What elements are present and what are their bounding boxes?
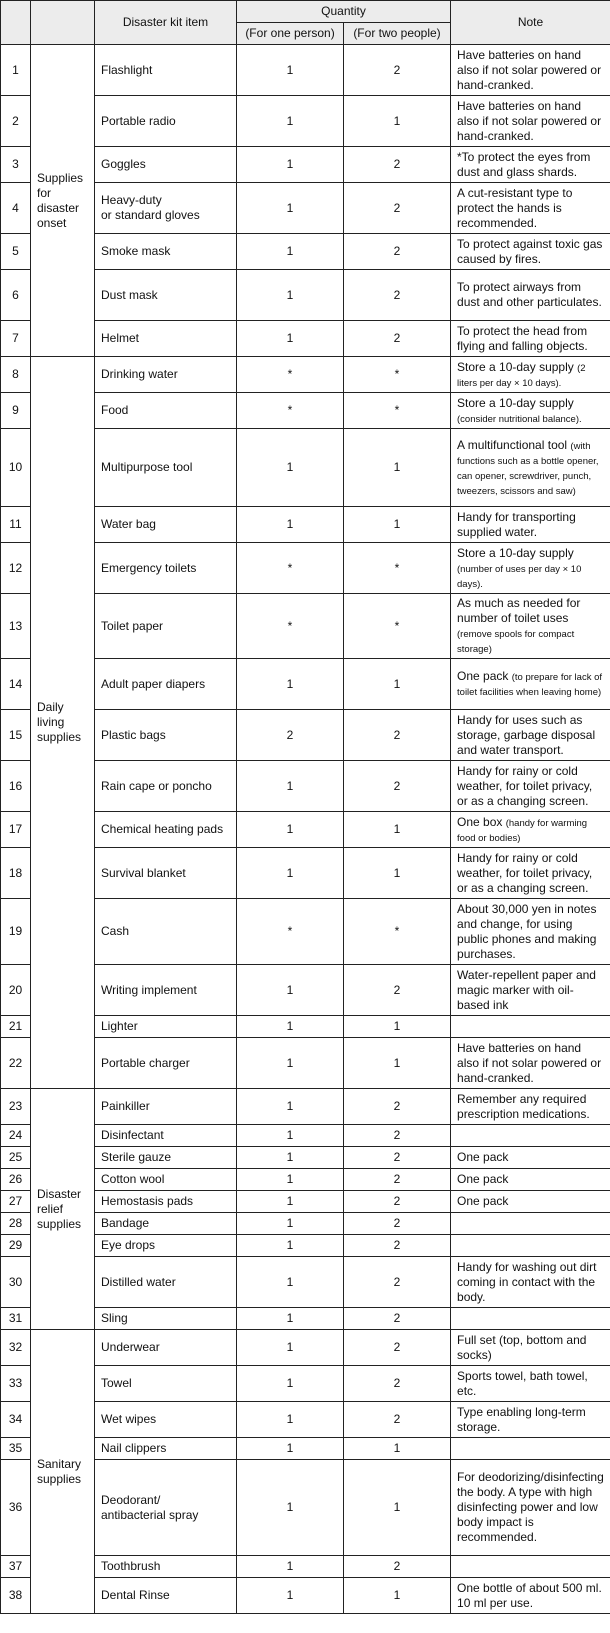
quantity-two-people: *	[344, 543, 451, 594]
header-category-cell	[31, 1, 95, 45]
row-number: 27	[1, 1191, 31, 1213]
quantity-two-people: 1	[344, 1460, 451, 1556]
row-number: 11	[1, 507, 31, 543]
quantity-two-people: 2	[344, 1191, 451, 1213]
note-text: Have batteries on hand also if not solar powered or hand-cranked.	[457, 98, 602, 143]
quantity-one-person: 1	[237, 1235, 344, 1257]
row-number: 22	[1, 1038, 31, 1089]
item-name: Smoke mask	[95, 234, 237, 270]
row-number: 29	[1, 1235, 31, 1257]
row-number: 5	[1, 234, 31, 270]
note-cell	[451, 1366, 610, 1402]
quantity-two-people: 1	[344, 1578, 451, 1614]
category-label: Supplies for disaster onset	[31, 45, 95, 357]
item-name: Flashlight	[95, 45, 237, 96]
note-text: To protect the head from flying and falling objects.	[457, 323, 588, 353]
quantity-one-person: 1	[237, 1366, 344, 1402]
note-text: Handy for rainy or cold weather, for toilet privacy, or as a changing screen.	[457, 763, 593, 808]
quantity-two-people: *	[344, 594, 451, 659]
item-name: Adult paper diapers	[95, 659, 237, 710]
item-name: Rain cape or poncho	[95, 761, 237, 812]
quantity-one-person: 1	[237, 321, 344, 357]
item-name: Chemical heating pads	[95, 812, 237, 848]
note-text: About 30,000 yen in notes and change, for using public phones and making purchases.	[457, 901, 597, 961]
note-cell	[451, 1438, 610, 1460]
note-cell	[451, 710, 610, 761]
item-name: Portable radio	[95, 96, 237, 147]
row-number: 2	[1, 96, 31, 147]
row-number: 19	[1, 899, 31, 965]
quantity-one-person: *	[237, 543, 344, 594]
note-text: Store a 10-day supply	[457, 395, 574, 410]
item-name: Sterile gauze	[95, 1147, 237, 1169]
row-number: 18	[1, 848, 31, 899]
note-cell	[451, 659, 610, 710]
note-cell	[451, 1308, 610, 1330]
quantity-one-person: 1	[237, 270, 344, 321]
quantity-two-people: 1	[344, 507, 451, 543]
item-name: Writing implement	[95, 965, 237, 1016]
note-cell	[451, 848, 610, 899]
item-name: Hemostasis pads	[95, 1191, 237, 1213]
row-number: 9	[1, 393, 31, 429]
quantity-one-person: 1	[237, 234, 344, 270]
quantity-two-people: 2	[344, 1213, 451, 1235]
quantity-two-people: 1	[344, 1016, 451, 1038]
table-row	[1, 45, 610, 96]
note-text: One bottle of about 500 ml. 10 ml per use.	[457, 1580, 602, 1610]
row-number: 16	[1, 761, 31, 812]
quantity-one-person: 1	[237, 1125, 344, 1147]
quantity-one-person: 1	[237, 1257, 344, 1308]
quantity-one-person: 1	[237, 1147, 344, 1169]
header-number-cell	[1, 1, 31, 45]
quantity-one-person: 1	[237, 1330, 344, 1366]
row-number: 7	[1, 321, 31, 357]
item-name: Dust mask	[95, 270, 237, 321]
note-cell	[451, 1038, 610, 1089]
row-number: 23	[1, 1089, 31, 1125]
note-cell	[451, 357, 610, 393]
row-number: 13	[1, 594, 31, 659]
note-text: Store a 10-day supply	[457, 359, 578, 374]
note-text: Handy for rainy or cold weather, for toilet privacy, or as a changing screen.	[457, 850, 593, 895]
note-text: Full set (top, bottom and socks)	[457, 1332, 587, 1362]
header-item: Disaster kit item	[95, 1, 237, 45]
row-number: 38	[1, 1578, 31, 1614]
quantity-one-person: *	[237, 899, 344, 965]
quantity-one-person: 1	[237, 429, 344, 507]
note-cell	[451, 45, 610, 96]
quantity-one-person: 1	[237, 1213, 344, 1235]
item-name: Underwear	[95, 1330, 237, 1366]
table-row	[1, 1089, 610, 1125]
quantity-two-people: 2	[344, 710, 451, 761]
item-name: Lighter	[95, 1016, 237, 1038]
row-number: 33	[1, 1366, 31, 1402]
header-row	[1, 1, 610, 23]
note-cell	[451, 1169, 610, 1191]
note-detail: (with functions such as a bottle opener, can opener, screwdriver, punch, tweezers, scissors and saw)	[457, 440, 599, 497]
note-cell	[451, 1556, 610, 1578]
note-cell	[451, 1191, 610, 1213]
item-name: Distilled water	[95, 1257, 237, 1308]
quantity-two-people: 2	[344, 1169, 451, 1191]
row-number: 1	[1, 45, 31, 96]
quantity-two-people: 2	[344, 321, 451, 357]
quantity-one-person: 1	[237, 1438, 344, 1460]
quantity-two-people: 2	[344, 234, 451, 270]
quantity-two-people: 2	[344, 1089, 451, 1125]
note-cell	[451, 1257, 610, 1308]
quantity-two-people: 2	[344, 1257, 451, 1308]
item-name: Drinking water	[95, 357, 237, 393]
quantity-one-person: 1	[237, 1016, 344, 1038]
note-cell	[451, 965, 610, 1016]
item-name: Plastic bags	[95, 710, 237, 761]
row-number: 34	[1, 1402, 31, 1438]
item-name: Towel	[95, 1366, 237, 1402]
note-cell	[451, 899, 610, 965]
quantity-two-people: 2	[344, 1235, 451, 1257]
note-text: Have batteries on hand also if not solar powered or hand-cranked.	[457, 47, 602, 92]
row-number: 35	[1, 1438, 31, 1460]
category-label: Disaster relief supplies	[31, 1089, 95, 1330]
quantity-two-people: 2	[344, 1147, 451, 1169]
note-detail: (number of uses per day × 10 days).	[457, 563, 582, 590]
note-text: *To protect the eyes from dust and glass shards.	[457, 149, 591, 179]
note-text: To protect against toxic gas caused by fires.	[457, 236, 603, 266]
item-name: Water bag	[95, 507, 237, 543]
quantity-two-people: 2	[344, 1402, 451, 1438]
quantity-one-person: 1	[237, 965, 344, 1016]
header-quantity: Quantity	[237, 1, 451, 23]
quantity-one-person: 1	[237, 1556, 344, 1578]
note-cell	[451, 270, 610, 321]
quantity-two-people: 2	[344, 45, 451, 96]
note-text: Remember any required prescription medications.	[457, 1091, 590, 1121]
note-text: One pack	[457, 1172, 509, 1186]
note-detail: (2 liters per day × 10 days).	[457, 362, 586, 389]
note-cell	[451, 1147, 610, 1169]
item-name: Wet wipes	[95, 1402, 237, 1438]
note-text: To protect airways from dust and other particulates.	[457, 280, 602, 309]
note-cell	[451, 543, 610, 594]
item-name: Toilet paper	[95, 594, 237, 659]
row-number: 21	[1, 1016, 31, 1038]
quantity-one-person: 1	[237, 1308, 344, 1330]
row-number: 32	[1, 1330, 31, 1366]
note-cell	[451, 147, 610, 183]
note-cell	[451, 812, 610, 848]
header-note: Note	[451, 1, 610, 45]
note-cell	[451, 1089, 610, 1125]
note-cell	[451, 96, 610, 147]
quantity-two-people: 2	[344, 183, 451, 234]
quantity-one-person: 1	[237, 147, 344, 183]
note-detail: (remove spools for compact storage)	[457, 629, 575, 655]
item-name: Nail clippers	[95, 1438, 237, 1460]
row-number: 37	[1, 1556, 31, 1578]
header-two-people: (For two people)	[344, 23, 451, 45]
quantity-two-people: *	[344, 357, 451, 393]
table-body	[1, 45, 610, 1614]
quantity-one-person: 1	[237, 761, 344, 812]
row-number: 36	[1, 1460, 31, 1556]
table-row	[1, 357, 610, 393]
item-name: Survival blanket	[95, 848, 237, 899]
quantity-two-people: *	[344, 899, 451, 965]
row-number: 25	[1, 1147, 31, 1169]
row-number: 20	[1, 965, 31, 1016]
row-number: 15	[1, 710, 31, 761]
quantity-one-person: 1	[237, 1402, 344, 1438]
quantity-one-person: 1	[237, 1169, 344, 1191]
row-number: 4	[1, 183, 31, 234]
item-name: Bandage	[95, 1213, 237, 1235]
quantity-two-people: 1	[344, 812, 451, 848]
note-cell	[451, 429, 610, 507]
note-cell	[451, 761, 610, 812]
note-text: Store a 10-day supply	[457, 545, 574, 560]
quantity-one-person: *	[237, 393, 344, 429]
item-name: Portable charger	[95, 1038, 237, 1089]
quantity-two-people: 2	[344, 965, 451, 1016]
quantity-one-person: 1	[237, 507, 344, 543]
item-name: Goggles	[95, 147, 237, 183]
item-name: Cotton wool	[95, 1169, 237, 1191]
note-detail: (consider nutritional balance).	[457, 413, 582, 425]
quantity-two-people: 2	[344, 147, 451, 183]
note-cell	[451, 1402, 610, 1438]
note-text: Type enabling long-term storage.	[457, 1404, 586, 1434]
note-cell	[451, 1330, 610, 1366]
note-text: Have batteries on hand also if not solar powered or hand-cranked.	[457, 1040, 602, 1085]
quantity-one-person: 1	[237, 1460, 344, 1556]
item-name: Toothbrush	[95, 1556, 237, 1578]
row-number: 10	[1, 429, 31, 507]
quantity-two-people: 1	[344, 1438, 451, 1460]
note-text: A cut-resistant type to protect the hands is recommended.	[457, 185, 573, 230]
note-cell	[451, 1016, 610, 1038]
item-name: Dental Rinse	[95, 1578, 237, 1614]
row-number: 8	[1, 357, 31, 393]
quantity-two-people: 1	[344, 848, 451, 899]
note-cell	[451, 1213, 610, 1235]
row-number: 6	[1, 270, 31, 321]
quantity-one-person: 1	[237, 812, 344, 848]
note-detail: (to prepare for lack of toilet facilities when leaving home)	[457, 672, 603, 698]
quantity-one-person: 1	[237, 659, 344, 710]
row-number: 14	[1, 659, 31, 710]
quantity-two-people: 2	[344, 1366, 451, 1402]
note-cell	[451, 183, 610, 234]
quantity-one-person: 1	[237, 1038, 344, 1089]
item-name: Eye drops	[95, 1235, 237, 1257]
category-label: Daily living supplies	[31, 357, 95, 1089]
item-name: Helmet	[95, 321, 237, 357]
quantity-one-person: 1	[237, 1578, 344, 1614]
row-number: 28	[1, 1213, 31, 1235]
note-cell	[451, 507, 610, 543]
quantity-two-people: 2	[344, 761, 451, 812]
row-number: 30	[1, 1257, 31, 1308]
quantity-two-people: 2	[344, 1125, 451, 1147]
item-name: Cash	[95, 899, 237, 965]
quantity-one-person: 1	[237, 45, 344, 96]
note-text: One box	[457, 814, 506, 829]
note-text: One pack	[457, 1150, 509, 1164]
quantity-one-person: 1	[237, 96, 344, 147]
note-cell	[451, 393, 610, 429]
quantity-two-people: *	[344, 393, 451, 429]
item-name: Multipurpose tool	[95, 429, 237, 507]
quantity-two-people: 1	[344, 429, 451, 507]
note-text: As much as needed for number of toilet uses	[457, 596, 581, 625]
note-text: One pack	[457, 1194, 509, 1208]
quantity-one-person: 1	[237, 848, 344, 899]
row-number: 17	[1, 812, 31, 848]
note-detail: (handy for warming food or bodies)	[457, 817, 588, 844]
quantity-two-people: 1	[344, 96, 451, 147]
note-text: Water-repellent paper and magic marker with oil-based ink	[457, 967, 596, 1012]
note-cell	[451, 594, 610, 659]
row-number: 3	[1, 147, 31, 183]
note-text: Handy for transporting supplied water.	[457, 509, 576, 539]
note-text: Sports towel, bath towel, etc.	[457, 1368, 588, 1398]
quantity-two-people: 2	[344, 270, 451, 321]
note-cell	[451, 321, 610, 357]
header-one-person: (For one person)	[237, 23, 344, 45]
note-cell	[451, 1460, 610, 1556]
table-row	[1, 1330, 610, 1366]
row-number: 12	[1, 543, 31, 594]
quantity-two-people: 1	[344, 1038, 451, 1089]
quantity-one-person: *	[237, 594, 344, 659]
row-number: 31	[1, 1308, 31, 1330]
note-text: A multifunctional tool	[457, 437, 571, 452]
quantity-two-people: 1	[344, 659, 451, 710]
note-cell	[451, 1125, 610, 1147]
quantity-two-people: 2	[344, 1556, 451, 1578]
quantity-one-person: *	[237, 357, 344, 393]
quantity-one-person: 1	[237, 1191, 344, 1213]
item-name: Heavy-duty or standard gloves	[95, 183, 237, 234]
note-text: For deodorizing/disinfecting the body. A type with high disinfecting power and low body impact is recommended.	[457, 1470, 604, 1544]
note-text: Handy for uses such as storage, garbage disposal and water transport.	[457, 712, 596, 757]
quantity-one-person: 1	[237, 183, 344, 234]
item-name: Emergency toilets	[95, 543, 237, 594]
note-text: One pack	[457, 669, 512, 683]
note-cell	[451, 1235, 610, 1257]
quantity-one-person: 2	[237, 710, 344, 761]
quantity-two-people: 2	[344, 1308, 451, 1330]
note-text: Handy for washing out dirt coming in contact with the body.	[457, 1259, 597, 1304]
note-cell	[451, 234, 610, 270]
row-number: 24	[1, 1125, 31, 1147]
item-name: Sling	[95, 1308, 237, 1330]
category-label: Sanitary supplies	[31, 1330, 95, 1614]
item-name: Disinfectant	[95, 1125, 237, 1147]
item-name: Food	[95, 393, 237, 429]
quantity-one-person: 1	[237, 1089, 344, 1125]
row-number: 26	[1, 1169, 31, 1191]
item-name: Deodorant/ antibacterial spray	[95, 1460, 237, 1556]
quantity-two-people: 2	[344, 1330, 451, 1366]
item-name: Painkiller	[95, 1089, 237, 1125]
note-cell	[451, 1578, 610, 1614]
